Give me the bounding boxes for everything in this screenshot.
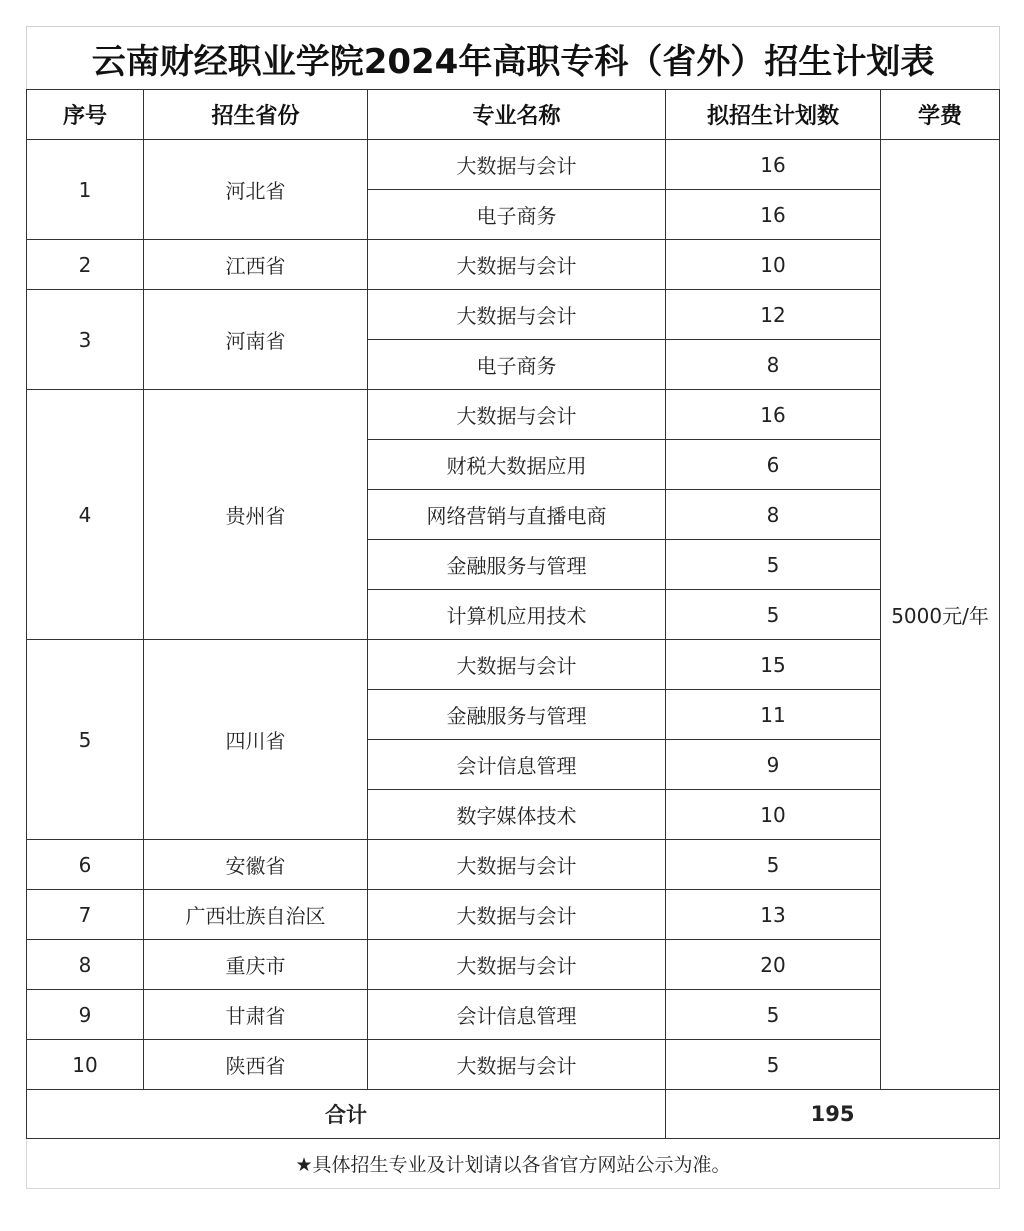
header-plan: 拟招生计划数 — [666, 90, 881, 140]
major-cell: 电子商务 — [368, 340, 666, 390]
province-cell: 江西省 — [144, 240, 368, 290]
plan-cell: 20 — [666, 940, 881, 990]
header-fee: 学费 — [881, 90, 1000, 140]
seq-cell: 8 — [27, 940, 144, 990]
province-cell: 安徽省 — [144, 840, 368, 890]
table-row — [27, 390, 1000, 440]
table-row — [27, 940, 1000, 990]
province-cell: 甘肃省 — [144, 990, 368, 1040]
enrollment-plan-table — [26, 26, 1000, 1189]
plan-cell: 13 — [666, 890, 881, 940]
major-cell: 大数据与会计 — [368, 240, 666, 290]
plan-cell: 15 — [666, 640, 881, 690]
table-row — [27, 140, 1000, 190]
seq-cell: 9 — [27, 990, 144, 1040]
major-cell: 会计信息管理 — [368, 740, 666, 790]
plan-cell: 10 — [666, 240, 881, 290]
plan-cell: 8 — [666, 490, 881, 540]
header-seq: 序号 — [27, 90, 144, 140]
total-value: 195 — [666, 1090, 1000, 1139]
seq-cell: 10 — [27, 1040, 144, 1090]
plan-cell: 11 — [666, 690, 881, 740]
province-cell: 河南省 — [144, 290, 368, 390]
plan-cell: 16 — [666, 190, 881, 240]
plan-cell: 6 — [666, 440, 881, 490]
plan-cell: 5 — [666, 590, 881, 640]
plan-cell: 16 — [666, 390, 881, 440]
seq-cell: 1 — [27, 140, 144, 240]
major-cell: 会计信息管理 — [368, 990, 666, 1040]
major-cell: 电子商务 — [368, 190, 666, 240]
table-row — [27, 990, 1000, 1040]
province-cell: 四川省 — [144, 640, 368, 840]
seq-cell: 4 — [27, 390, 144, 640]
plan-cell: 5 — [666, 540, 881, 590]
seq-cell: 3 — [27, 290, 144, 390]
table-row — [27, 890, 1000, 940]
table-row — [27, 240, 1000, 290]
footnote: ★具体招生专业及计划请以各省官方网站公示为准。 — [27, 1139, 1000, 1189]
major-cell: 大数据与会计 — [368, 840, 666, 890]
plan-cell: 5 — [666, 990, 881, 1040]
plan-cell: 8 — [666, 340, 881, 390]
province-cell: 广西壮族自治区 — [144, 890, 368, 940]
table-row — [27, 840, 1000, 890]
table-row — [27, 640, 1000, 690]
plan-cell: 10 — [666, 790, 881, 840]
major-cell: 数字媒体技术 — [368, 790, 666, 840]
seq-cell: 5 — [27, 640, 144, 840]
major-cell: 财税大数据应用 — [368, 440, 666, 490]
major-cell: 金融服务与管理 — [368, 540, 666, 590]
table-row — [27, 290, 1000, 340]
total-row — [27, 1090, 1000, 1139]
plan-cell: 5 — [666, 840, 881, 890]
plan-cell: 5 — [666, 1040, 881, 1090]
major-cell: 计算机应用技术 — [368, 590, 666, 640]
header-province: 招生省份 — [144, 90, 368, 140]
seq-cell: 2 — [27, 240, 144, 290]
plan-cell: 9 — [666, 740, 881, 790]
plan-cell: 12 — [666, 290, 881, 340]
province-cell: 重庆市 — [144, 940, 368, 990]
major-cell: 大数据与会计 — [368, 1040, 666, 1090]
province-cell: 陕西省 — [144, 1040, 368, 1090]
major-cell: 金融服务与管理 — [368, 690, 666, 740]
major-cell: 大数据与会计 — [368, 290, 666, 340]
header-major: 专业名称 — [368, 90, 666, 140]
note-row — [27, 1139, 1000, 1189]
fee-cell: 5000元/年 — [881, 140, 1000, 1090]
province-cell: 贵州省 — [144, 390, 368, 640]
seq-cell: 6 — [27, 840, 144, 890]
major-cell: 网络营销与直播电商 — [368, 490, 666, 540]
total-label: 合计 — [27, 1090, 666, 1139]
page-title: 云南财经职业学院2024年高职专科（省外）招生计划表 — [27, 27, 1000, 90]
province-cell: 河北省 — [144, 140, 368, 240]
major-cell: 大数据与会计 — [368, 890, 666, 940]
major-cell: 大数据与会计 — [368, 140, 666, 190]
table-row — [27, 1040, 1000, 1090]
seq-cell: 7 — [27, 890, 144, 940]
plan-cell: 16 — [666, 140, 881, 190]
major-cell: 大数据与会计 — [368, 640, 666, 690]
major-cell: 大数据与会计 — [368, 940, 666, 990]
major-cell: 大数据与会计 — [368, 390, 666, 440]
